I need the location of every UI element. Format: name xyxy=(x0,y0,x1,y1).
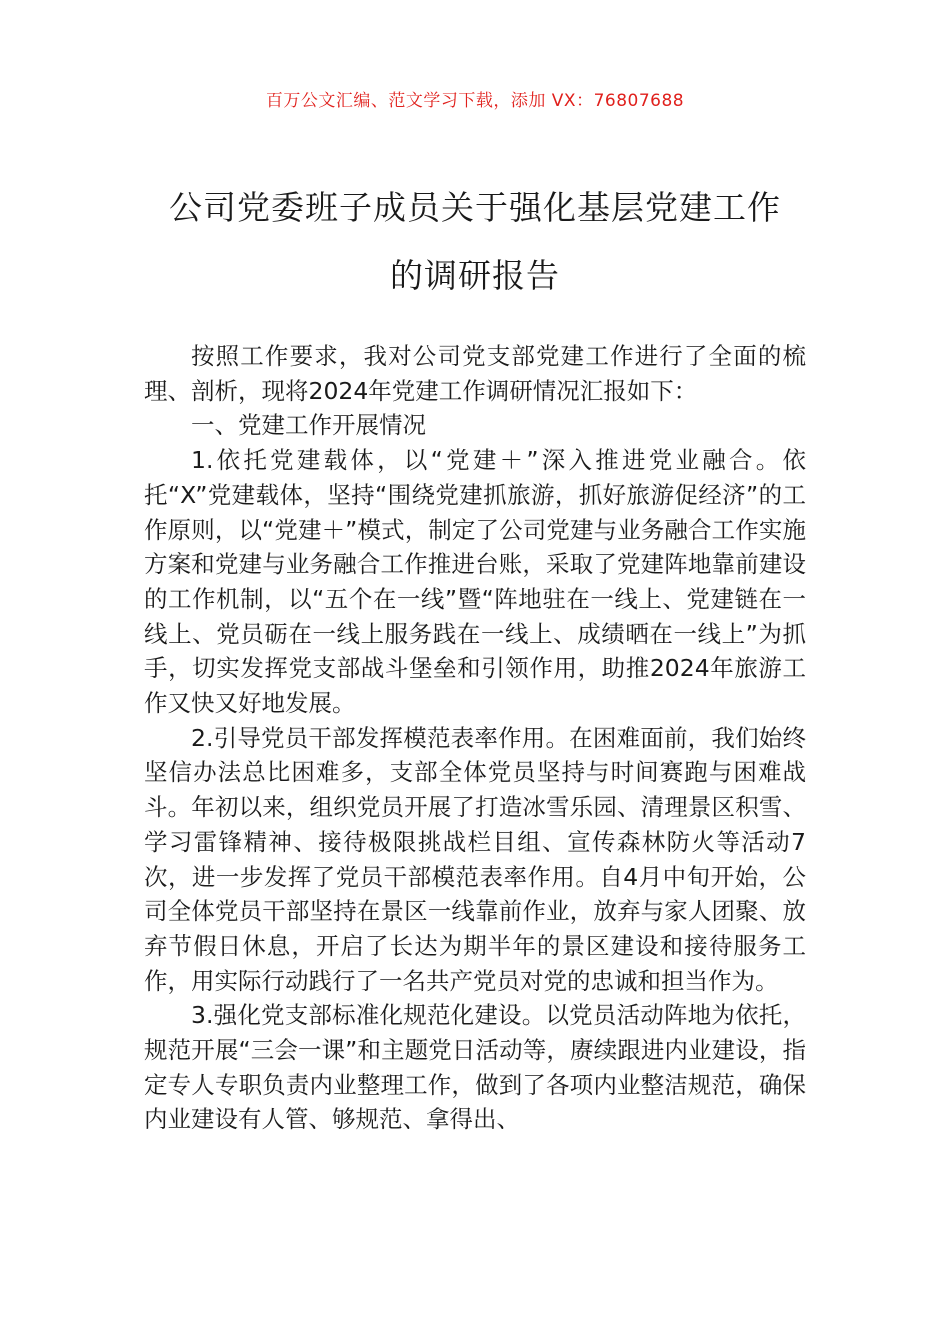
intro-paragraph: 按照工作要求，我对公司党支部党建工作进行了全面的梳理、剖析，现将2024年党建工作调研情况汇报如下： xyxy=(144,342,806,405)
section-heading: 一、党建工作开展情况 xyxy=(191,411,426,440)
body-paragraph-1: 1.依托党建载体，以“党建＋”深入推进党业融合。依托“X”党建载体，坚持“围绕党建抓旅游，抓好旅游促经济”的工作原则，以“党建＋”模式，制定了公司党建与业务融合工作实施方案和党建与业务融合工作推进台账，采取了党建阵地靠前建设的工作机制，以“五个在一线”暨“阵地驻在一线上、党建链在一线上、党员砺在一线上服务践在一线上、成绩晒在一线上”为抓手，切实发挥党支部战斗堡垒和引领作用，助推2024年旅游工作又快又好地发展。 xyxy=(144,446,806,718)
document-title-line-2: 的调研报告 xyxy=(390,256,560,295)
body-paragraph-2: 2.引导党员干部发挥模范表率作用。在困难面前，我们始终坚信办法总比困难多，支部全体党员坚持与时间赛跑与困难战斗。年初以来，组织党员开展了打造冰雪乐园、清理景区积雪、学习雷锋精神、接待极限挑战栏目组、宣传森林防火等活动7次，进一步发挥了党员干部模范表率作用。自4月中旬开始，公司全体党员干部坚持在景区一线靠前作业，放弃与家人团聚、放弃节假日休息，开启了长达为期半年的景区建设和接待服务工作，用实际行动践行了一名共产党员对党的忠诚和担当作为。 xyxy=(144,723,806,995)
body-paragraph-3: 3.强化党支部标准化规范化建设。以党员活动阵地为依托，规范开展“三会一课”和主题党日活动等，赓续跟进内业建设，指定专人专职负责内业整理工作，做到了各项内业整洁规范，确保内业建设有人管、够规范、拿得出、 xyxy=(144,1001,806,1134)
document-title-line-1: 公司党委班子成员关于强化基层党建工作 xyxy=(169,188,781,227)
document-body xyxy=(144,339,806,1137)
watermark-banner: 百万公文汇编、范文学习下载，添加 VX：76807688 xyxy=(265,91,685,111)
